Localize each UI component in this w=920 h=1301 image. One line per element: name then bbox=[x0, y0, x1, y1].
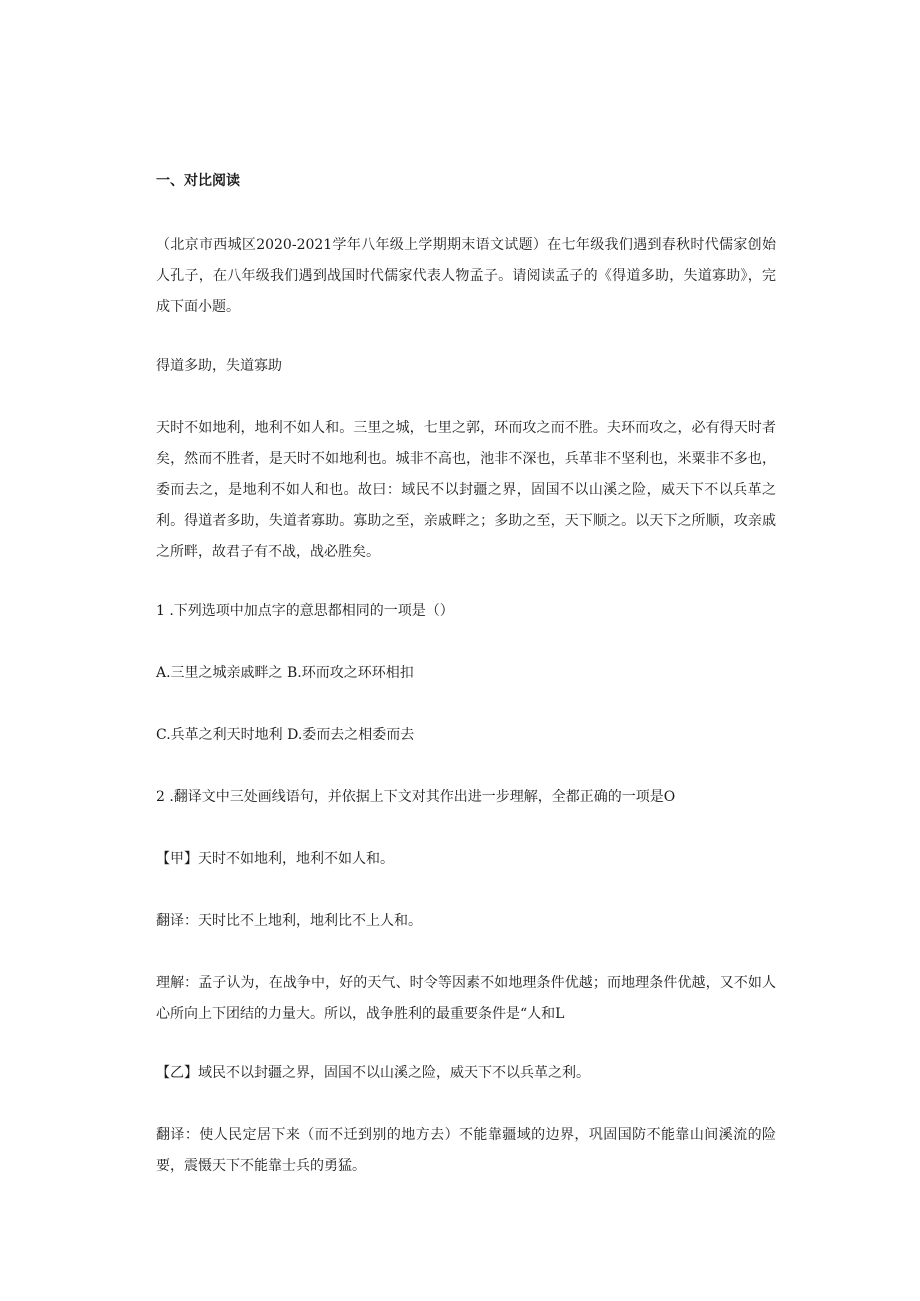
yi-translation: 翻译：使人民定居下来（而不迁到别的地方去）不能靠疆域的边界，巩固国防不能靠山间溪流的险要，震慑天下不能靠士兵的勇猛。 bbox=[156, 1127, 776, 1174]
passage-title: 得道多助，失道寡助 bbox=[156, 358, 282, 374]
question-2-stem: 2 .翻译文中三处画线语句，并依据上下文对其作出进一步理解，全都正确的一项是O bbox=[156, 789, 676, 805]
intro-paragraph: （北京市西城区2020-2021学年八年级上学期期末语文试题）在七年级我们遇到春秋时代儒家创始人孔子，在八年级我们遇到战国时代儒家代表人物孟子。请阅读孟子的《得道多助，失道寡助》，完成下面小题。 bbox=[156, 237, 776, 315]
passage-text: 天时不如地利，地利不如人和。三里之城，七里之郭，环而攻之而不胜。夫环而攻之，必有得天时者矣，然而不胜者，是天时不如地利也。城非不高也，池非不深也，兵革非不坚利也，米粟非不多也，委而去之，是地利不如人和也。故曰：域民不以封疆之界，固国不以山溪之险，威天下不以兵革之利。得道者多助，失道者寡助。寡助之至，亲戚畔之；多助之至，天下顺之。以天下之所顺，攻亲戚之所畔，故君子有不战，战必胜矣。 bbox=[156, 420, 776, 560]
yi-sentence: 【乙】域民不以封疆之界，固国不以山溪之险，威天下不以兵革之利。 bbox=[156, 1065, 590, 1081]
question-1-options-cd: C.兵革之利天时地利 D.委而去之相委而去 bbox=[156, 727, 415, 743]
jia-sentence: 【甲】天时不如地利，地利不如人和。 bbox=[156, 851, 394, 867]
jia-translation: 翻译：天时比不上地利，地利比不上人和。 bbox=[156, 913, 422, 929]
question-1-options-ab: A.三里之城亲戚畔之 B.环而攻之环环相扣 bbox=[156, 665, 414, 681]
document-page bbox=[156, 170, 776, 1210]
section-title: 一、对比阅读 bbox=[156, 173, 240, 189]
jia-understanding: 理解：孟子认为，在战争中，好的天气、时令等因素不如地理条件优越；而地理条件优越，又不如人心所向上下团结的力量大。所以，战争胜利的最重要条件是“人和L bbox=[156, 975, 776, 1022]
question-1-stem: 1 .下列选项中加点字的意思都相同的一项是（） bbox=[156, 603, 454, 619]
